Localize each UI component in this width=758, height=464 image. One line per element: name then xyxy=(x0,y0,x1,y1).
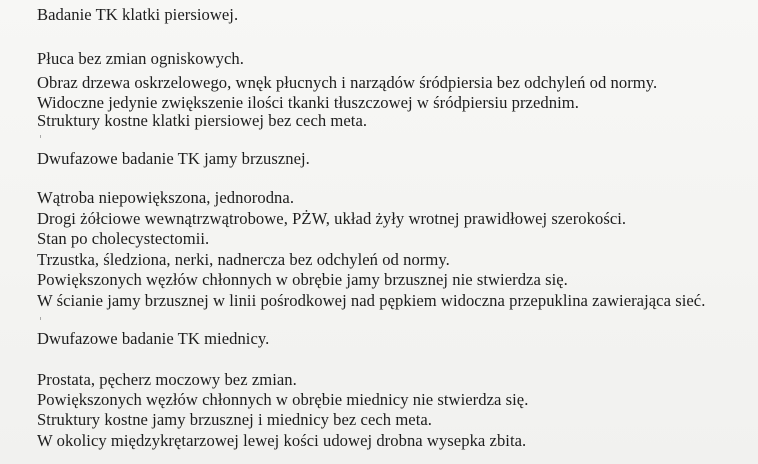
report-line: Struktury kostne klatki piersiowej bez cech meta. xyxy=(37,111,368,130)
report-line: Struktury kostne jamy brzusznej i miednicy bez cech meta. xyxy=(37,410,432,429)
report-line: W ścianie jamy brzusznej w linii pośrodkowej nad pępkiem widoczna przepuklina zawierająca sieć. xyxy=(37,291,706,310)
report-line: Wątroba niepowiększona, jednorodna. xyxy=(37,188,295,207)
report-line: Stan po cholecystectomii. xyxy=(37,229,210,248)
report-line: Trzustka, śledziona, nerki, nadnercza bez odchyleń od normy. xyxy=(37,250,450,269)
section-heading-abdomen-ct: Dwufazowe badanie TK jamy brzusznej. xyxy=(37,149,310,168)
report-line: W okolicy międzykrętarzowej lewej kości udowej drobna wysepka zbita. xyxy=(37,431,527,450)
report-line: Płuca bez zmian ogniskowych. xyxy=(37,49,244,68)
section-heading-chest-ct: Badanie TK klatki piersiowej. xyxy=(37,5,239,24)
report-line: Powiększonych węzłów chłonnych w obrębie miednicy nie stwierdza się. xyxy=(37,390,529,409)
report-line: Widoczne jedynie zwiększenie ilości tkanki tłuszczowej w śródpiersiu przednim. xyxy=(37,93,579,112)
scan-speck xyxy=(40,135,41,138)
scan-speck xyxy=(40,317,41,320)
report-line: Prostata, pęcherz moczowy bez zmian. xyxy=(37,370,297,389)
report-line: Obraz drzewa oskrzelowego, wnęk płucnych i narządów śródpiersia bez odchyleń od normy. xyxy=(37,73,658,92)
report-line: Powiększonych węzłów chłonnych w obrębie jamy brzusznej nie stwierdza się. xyxy=(37,270,568,289)
report-line: Drogi żółciowe wewnątrzwątrobowe, PŻW, układ żyły wrotnej prawidłowej szerokości. xyxy=(37,209,627,228)
section-heading-pelvis-ct: Dwufazowe badanie TK miednicy. xyxy=(37,329,270,348)
